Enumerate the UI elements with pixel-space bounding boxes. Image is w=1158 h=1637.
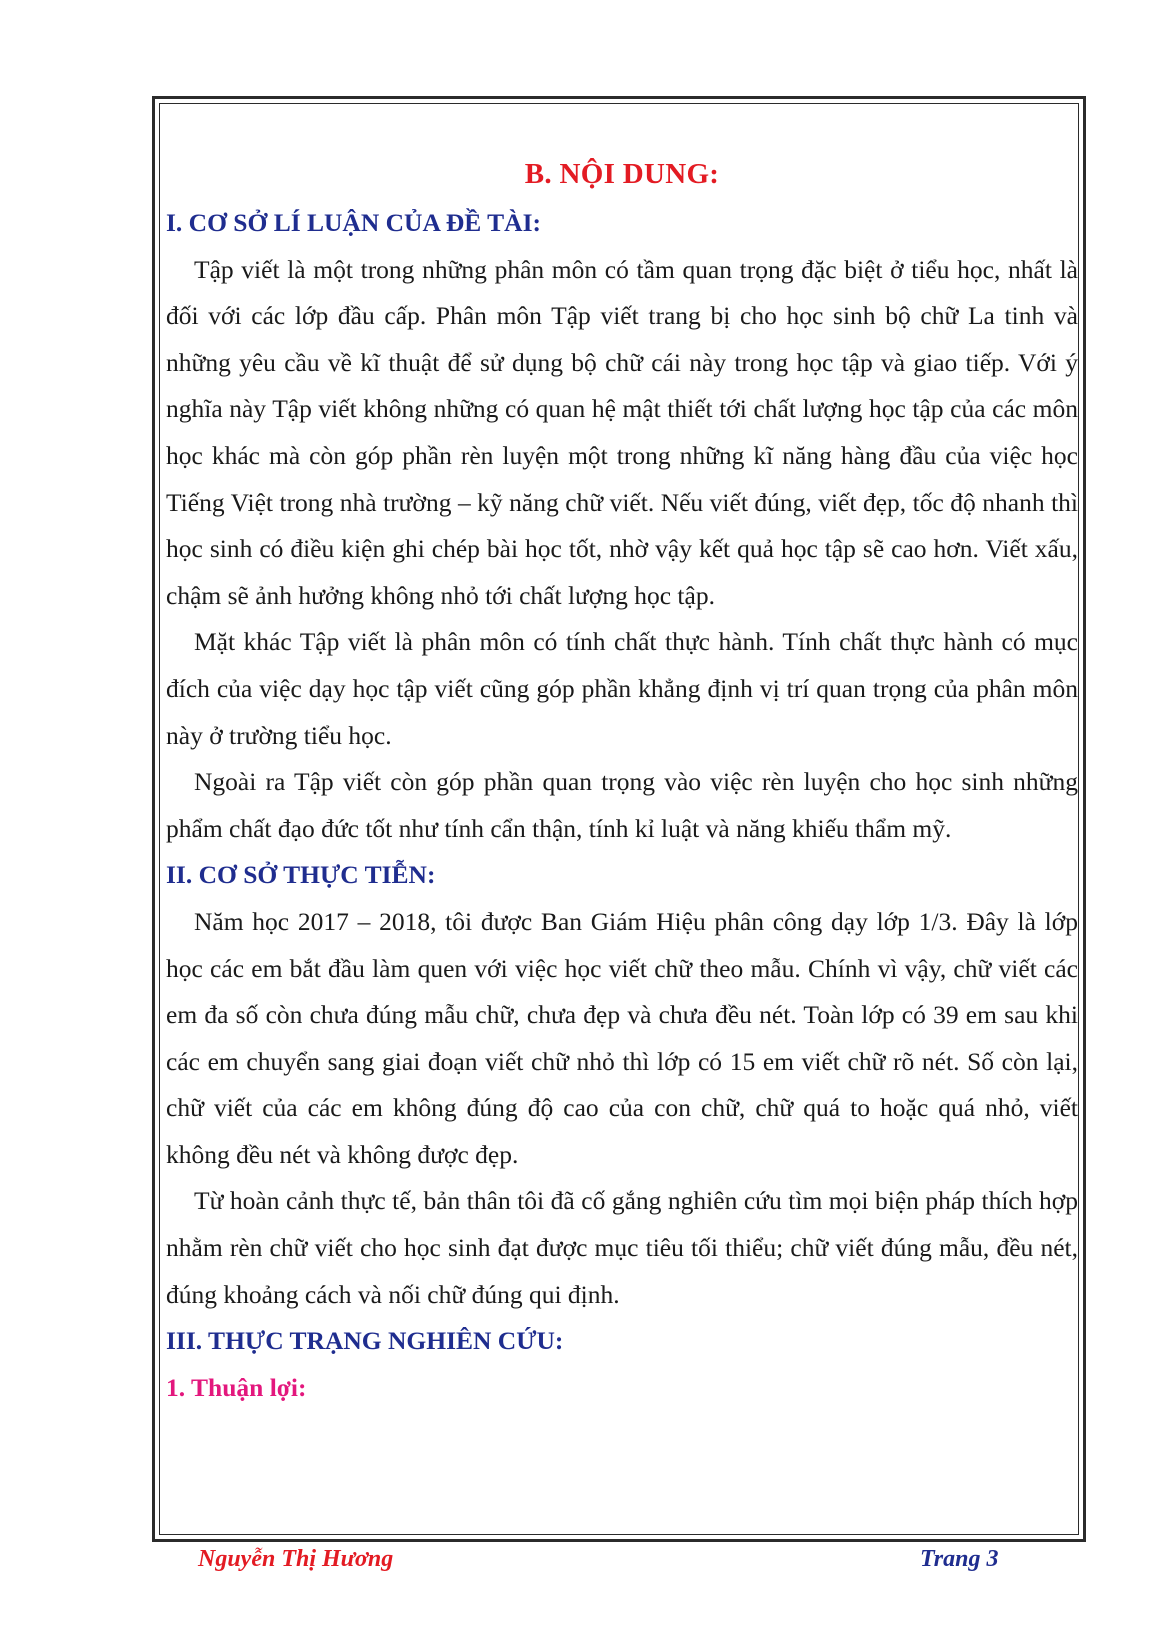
footer-page-number: Trang 3 xyxy=(920,1546,999,1572)
document-body xyxy=(166,150,1078,1411)
section-2-paragraph-1: Năm học 2017 – 2018, tôi được Ban Giám Hiệu phân công dạy lớp 1/3. Đây là lớp học các em bắt đầu làm quen với việc học viết chữ theo mẫu. Chính vì vậy, chữ viết các em đa số còn chưa đúng mẫu chữ, chưa đẹp và chưa đều nét. Toàn lớp có 39 em sau khi các em chuyển sang giai đoạn viết chữ nhỏ thì lớp có 15 em viết chữ rõ nét. Số còn lại, chữ viết của các em không đúng độ cao của con chữ, chữ quá to hoặc quá nhỏ, viết không đều nét và không được đẹp. xyxy=(166,906,1078,1169)
section-3-heading: III. THỰC TRẠNG NGHIÊN CỨU: xyxy=(166,1326,564,1356)
section-1-paragraph-3: Ngoài ra Tập viết còn góp phần quan trọng vào việc rèn luyện cho học sinh những phẩm chất đạo đức tốt như tính cẩn thận, tính kỉ luật và năng khiếu thẩm mỹ. xyxy=(166,767,1078,843)
section-3-subheading: 1. Thuận lợi: xyxy=(166,1372,307,1402)
section-1-paragraph-1: Tập viết là một trong những phân môn có tầm quan trọng đặc biệt ở tiểu học, nhất là đối với các lớp đầu cấp. Phân môn Tập viết trang bị cho học sinh bộ chữ La tinh và những yêu cầu về kĩ thuật để sử dụng bộ chữ cái này trong học tập và giao tiếp. Với ý nghĩa này Tập viết không những có quan hệ mật thiết tới chất lượng học tập của các môn học khác mà còn góp phần rèn luyện một trong những kĩ năng hàng đầu của việc học Tiếng Việt trong nhà trường – kỹ năng chữ viết. Nếu viết đúng, viết đẹp, tốc độ nhanh thì học sinh có điều kiện ghi chép bài học tốt, nhờ vậy kết quả học tập sẽ cao hơn. Viết xấu, chậm sẽ ảnh hưởng không nhỏ tới chất lượng học tập. xyxy=(166,254,1078,610)
section-1-heading: I. CƠ SỞ LÍ LUẬN CỦA ĐỀ TÀI: xyxy=(166,208,542,237)
section-1-paragraph-2: Mặt khác Tập viết là phân môn có tính chất thực hành. Tính chất thực hành có mục đích của việc dạy học tập viết cũng góp phần khẳng định vị trí quan trọng của phân môn này ở trường tiểu học. xyxy=(166,627,1078,750)
section-2-heading: II. CƠ SỞ THỰC TIỄN: xyxy=(166,860,436,890)
document-title: B. NỘI DUNG: xyxy=(524,158,720,190)
section-2-paragraph-2: Từ hoàn cảnh thực tế, bản thân tôi đã cố gắng nghiên cứu tìm mọi biện pháp thích hợp nhằm rèn chữ viết cho học sinh đạt được mục tiêu tối thiểu; chữ viết đúng mẫu, đều nét, đúng khoảng cách và nối chữ đúng qui định. xyxy=(166,1186,1078,1309)
footer-author: Nguyễn Thị Hương xyxy=(198,1546,394,1572)
